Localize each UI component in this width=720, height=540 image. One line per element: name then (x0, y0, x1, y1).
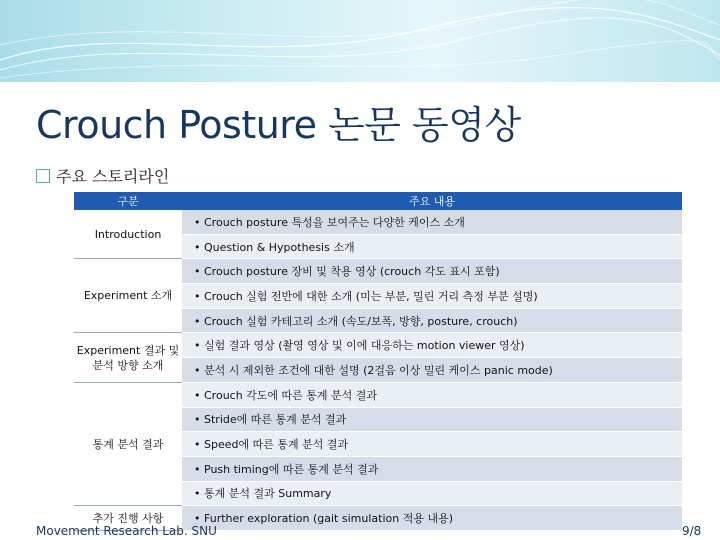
content-text: Stride에 따른 통계 분석 결과 (204, 413, 347, 427)
content-text: Crouch 실험 카테고리 소개 (속도/보폭, 방향, posture, crouch) (204, 314, 518, 328)
wave-decoration (0, 0, 720, 82)
table-row (74, 333, 682, 358)
header-category: 구분 (74, 192, 182, 210)
content-cell (182, 432, 682, 457)
bullet-dot-icon: • (194, 512, 201, 526)
content-text: 통계 분석 결과 Summary (204, 487, 332, 501)
bullet-dot-icon: • (194, 388, 201, 402)
bullet-dot-icon: • (194, 265, 201, 279)
bullet-dot-icon: • (194, 314, 201, 328)
content-cell (182, 506, 682, 531)
content-cell (182, 210, 682, 234)
content-cell (182, 382, 682, 407)
category-cell: 통계 분석 결과 (74, 382, 182, 505)
content-text: Crouch 실험 전반에 대한 소개 (미는 부분, 밀린 거리 측정 부분 설명) (204, 289, 538, 303)
content-text: Crouch posture 특성을 보여주는 다양한 케이스 소개 (204, 215, 465, 229)
header-content: 주요 내용 (182, 192, 682, 210)
table-row (74, 382, 682, 407)
bullet-dot-icon: • (194, 215, 201, 229)
table-body (74, 210, 682, 530)
bullet-dot-icon: • (194, 339, 201, 353)
content-cell (182, 259, 682, 284)
content-cell (182, 407, 682, 432)
content-text: Question & Hypothesis 소개 (204, 240, 355, 254)
header-banner (0, 0, 720, 82)
category-cell: Introduction (74, 210, 182, 259)
category-cell: Experiment 소개 (74, 259, 182, 333)
checkbox-bullet-icon (36, 169, 50, 183)
bullet-dot-icon: • (194, 462, 201, 476)
category-cell: Experiment 결과 및 분석 방향 소개 (74, 333, 182, 382)
content-cell (182, 456, 682, 481)
content-cell (182, 284, 682, 309)
bullet-dot-icon: • (194, 487, 201, 501)
footer-page: 9/8 (682, 524, 702, 538)
content-text: Speed에 따른 통계 분석 결과 (204, 438, 349, 452)
footer-lab: Movement Research Lab. SNU (36, 524, 217, 538)
bullet-dot-icon: • (194, 438, 201, 452)
content-cell (182, 333, 682, 358)
content-cell (182, 481, 682, 506)
category-cell: 추가 진행 사항 (74, 506, 182, 531)
bullet-dot-icon: • (194, 413, 201, 427)
bullet-dot-icon: • (194, 289, 201, 303)
table-row (74, 210, 682, 234)
bullet-dot-icon: • (194, 240, 201, 254)
slide-title: Crouch Posture 논문 동영상 (36, 103, 521, 147)
content-text: Crouch posture 장비 및 착용 영상 (crouch 각도 표시 포함) (204, 265, 500, 279)
content-text: 분석 시 제외한 조건에 대한 설명 (2걸음 이상 밀린 케이스 panic mode) (204, 363, 553, 377)
content-cell (182, 234, 682, 259)
bullet-text: 주요 스토리라인 (56, 167, 170, 186)
content-text: Crouch 각도에 따른 통계 분석 결과 (204, 388, 378, 402)
bullet-storyline (36, 164, 169, 187)
content-text: 실험 결과 영상 (촬영 영상 및 이에 대응하는 motion viewer 영상) (204, 339, 525, 353)
content-text: Further exploration (gait simulation 적용 내용) (204, 512, 453, 526)
content-text: Push timing에 따른 통계 분석 결과 (204, 462, 379, 476)
content-cell (182, 358, 682, 383)
bullet-dot-icon: • (194, 363, 201, 377)
table-row (74, 259, 682, 284)
content-cell (182, 308, 682, 333)
storyline-table (74, 192, 682, 531)
